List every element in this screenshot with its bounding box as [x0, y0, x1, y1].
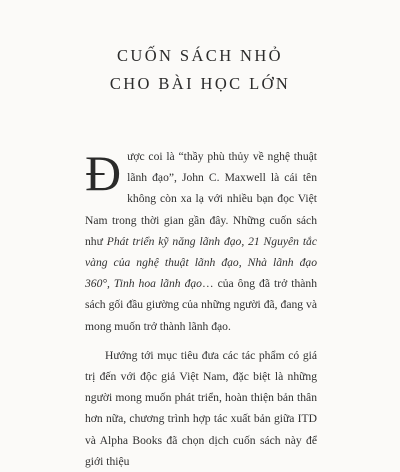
paragraph-1-text-a: ược coi là “thầy phù thủy về nghệ thuật lãnh đạo”, John C. Maxwell là cái tên không còn xa lạ với nhiều bạn đọc Việt Nam trong thời gian gần đây. Những cuốn sách như — [85, 150, 317, 248]
body-text — [85, 146, 317, 472]
paragraph-1 — [85, 146, 317, 337]
chapter-title-line-2: CHO BÀI HỌC LỚN — [109, 74, 291, 93]
book-titles-italic: Phát triển kỹ năng lãnh đạo, 21 Nguyên tắc vàng của nghệ thuật lãnh đạo, Nhà lãnh đạo 360°, Tinh hoa lãnh đạo — [85, 234, 317, 291]
paragraph-2: Hướng tới mục tiêu đưa các tác phẩm có giá trị đến với độc giả Việt Nam, đặc biệt là những người mong muốn phát triển, hoàn thiện bản thân hơn nữa, chương trình hợp tác xuất bản giữa ITD và Alpha Books đã chọn dịch cuốn sách này để giới thiệu — [85, 348, 317, 468]
chapter-title-line-1: CUỐN SÁCH NHỎ — [117, 46, 283, 65]
drop-cap: Đ — [85, 145, 122, 201]
paragraph-1-text-b: … của ông đã trở thành sách gối đầu giường của những người đã, đang và mong muốn trở thành lãnh đạo. — [85, 277, 317, 333]
